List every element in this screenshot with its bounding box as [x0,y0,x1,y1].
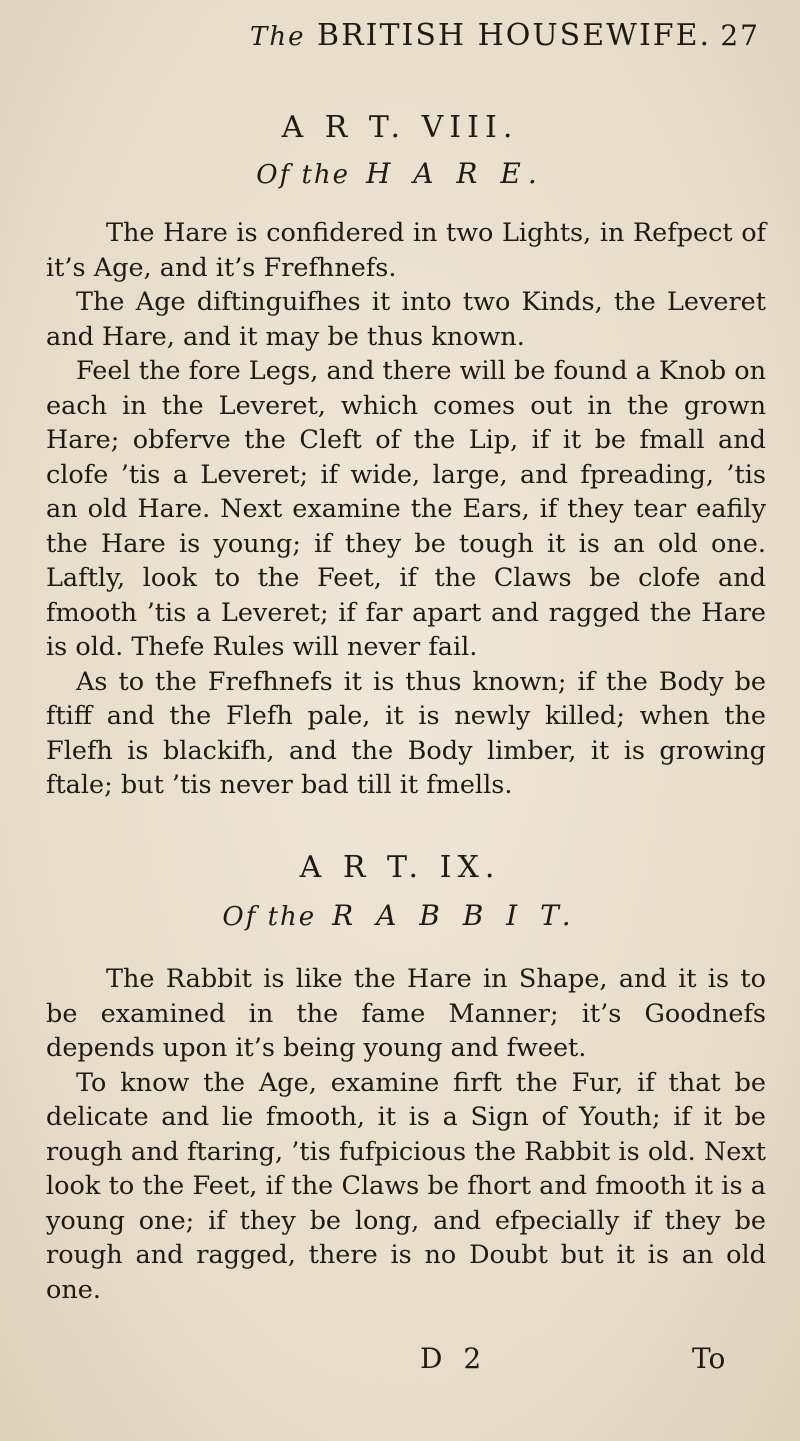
art9-subject: R A B B I T. [332,899,578,932]
running-head [250,18,760,53]
art9-subheading [0,899,800,932]
art8-paragraph-4: As to the Frefhnefs it is thus known; if the Body be ftiff and the Flefh pale, it is newly killed; when the Flefh is blackifh, and the Body limber, it is growing ftale; but ’tis never bad till it fmells. [46,666,766,800]
art9-paragraph-1: The Rabbit is like the Hare in Shape, and it is to be examined in the fame Manner; it’s Goodnefs depends upon it’s being young and fweet. [46,964,766,1063]
art9-paragraph-2: To know the Age, examine firft the Fur, if that be delicate and lie fmooth, it is a Sign of Youth; if it be rough and ftaring, ’tis fufpicious the Rabbit is old. Next look to the Feet, if the Claws be fhort and fmooth it is a young one; if they be long, and efpecially if they be rough and ragged, there is no Doubt but it is an old one. [46,1067,766,1305]
art8-of: Of the [256,160,351,190]
art9-heading: A R T. IX. [299,850,501,885]
art8-heading: A R T. VIII. [281,110,519,145]
page-footer [0,1342,800,1382]
art8-subheading [0,157,800,190]
art9-of: Of the [222,902,317,932]
running-title [250,18,711,53]
art8-paragraph-3: Feel the fore Legs, and there will be found a Knob on each in the Leveret, which comes out in the grown Hare; obferve the Cleft of the Lip, if it be fmall and clofe ’tis a Leveret; if wide, large, and fpreading, ’tis an old Hare. Next examine the Ears, if they tear eafily the Hare is young; if they be tough it is an old one. Laftly, look to the Feet, if the Claws be clofe and fmooth ’tis a Leveret; if far apart and ragged the Hare is old. Thefe Rules will never fail. [46,356,766,662]
page-number: 27 [720,19,760,52]
art9-body [46,962,766,1307]
running-title-the: The [250,22,306,52]
art8-body [46,216,766,803]
art8-paragraph-2: The Age diftinguifhes it into two Kinds, the Leveret and Hare, and it may be thus known. [46,287,766,352]
signature-mark: D 2 [420,1342,488,1375]
art8-subject: H A R E. [365,157,544,190]
art8-paragraph-1: The Hare is confidered in two Lights, in Refpect of it’s Age, and it’s Frefhnefs. [46,218,766,283]
catchword: To [692,1342,726,1375]
running-title-text: BRITISH HOUSEWIFE. [317,18,712,53]
